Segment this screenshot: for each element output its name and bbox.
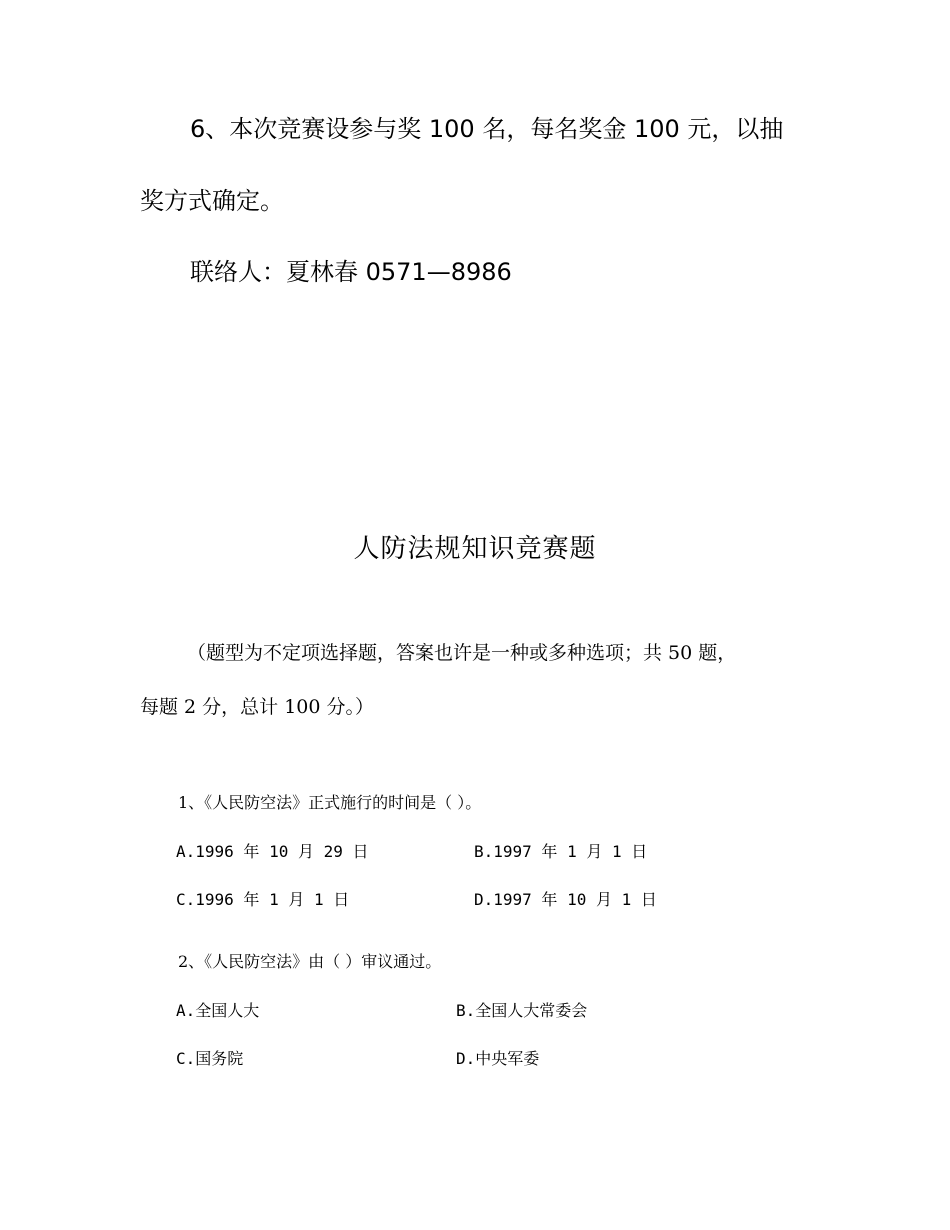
contact-line: 联络人：夏林春 0571—8986: [190, 258, 512, 286]
question-2-option-b: B.全国人大常委会: [456, 1001, 588, 1020]
question-2-option-c: C.国务院: [176, 1049, 244, 1068]
quiz-title: 人防法规知识竞赛题: [353, 534, 597, 564]
question-1-stem: 1、《人民防空法》正式施行的时间是（ ）。: [178, 793, 482, 812]
question-2-option-d: D.中央军委: [456, 1049, 540, 1068]
question-2-option-a: A.全国人大: [176, 1001, 260, 1020]
quiz-intro-line-1: （题型为不定项选择题，答案也许是一种或多种选项；共 50 题，: [187, 642, 737, 664]
notice-item-6-line-1: 6、本次竞赛设参与奖 100 名，每名奖金 100 元，以抽: [190, 115, 784, 143]
question-1-option-b: B.1997 年 1 月 1 日: [474, 842, 648, 861]
quiz-intro-line-2: 每题 2 分，总计 100 分。）: [140, 696, 375, 718]
notice-item-6-line-2: 奖方式确定。: [140, 187, 284, 215]
question-2-stem: 2、《人民防空法》由（ ）审议通过。: [178, 952, 442, 971]
question-1-option-a: A.1996 年 10 月 29 日: [176, 842, 369, 861]
question-1-option-c: C.1996 年 1 月 1 日: [176, 890, 350, 909]
question-1-option-d: D.1997 年 10 月 1 日: [474, 890, 657, 909]
